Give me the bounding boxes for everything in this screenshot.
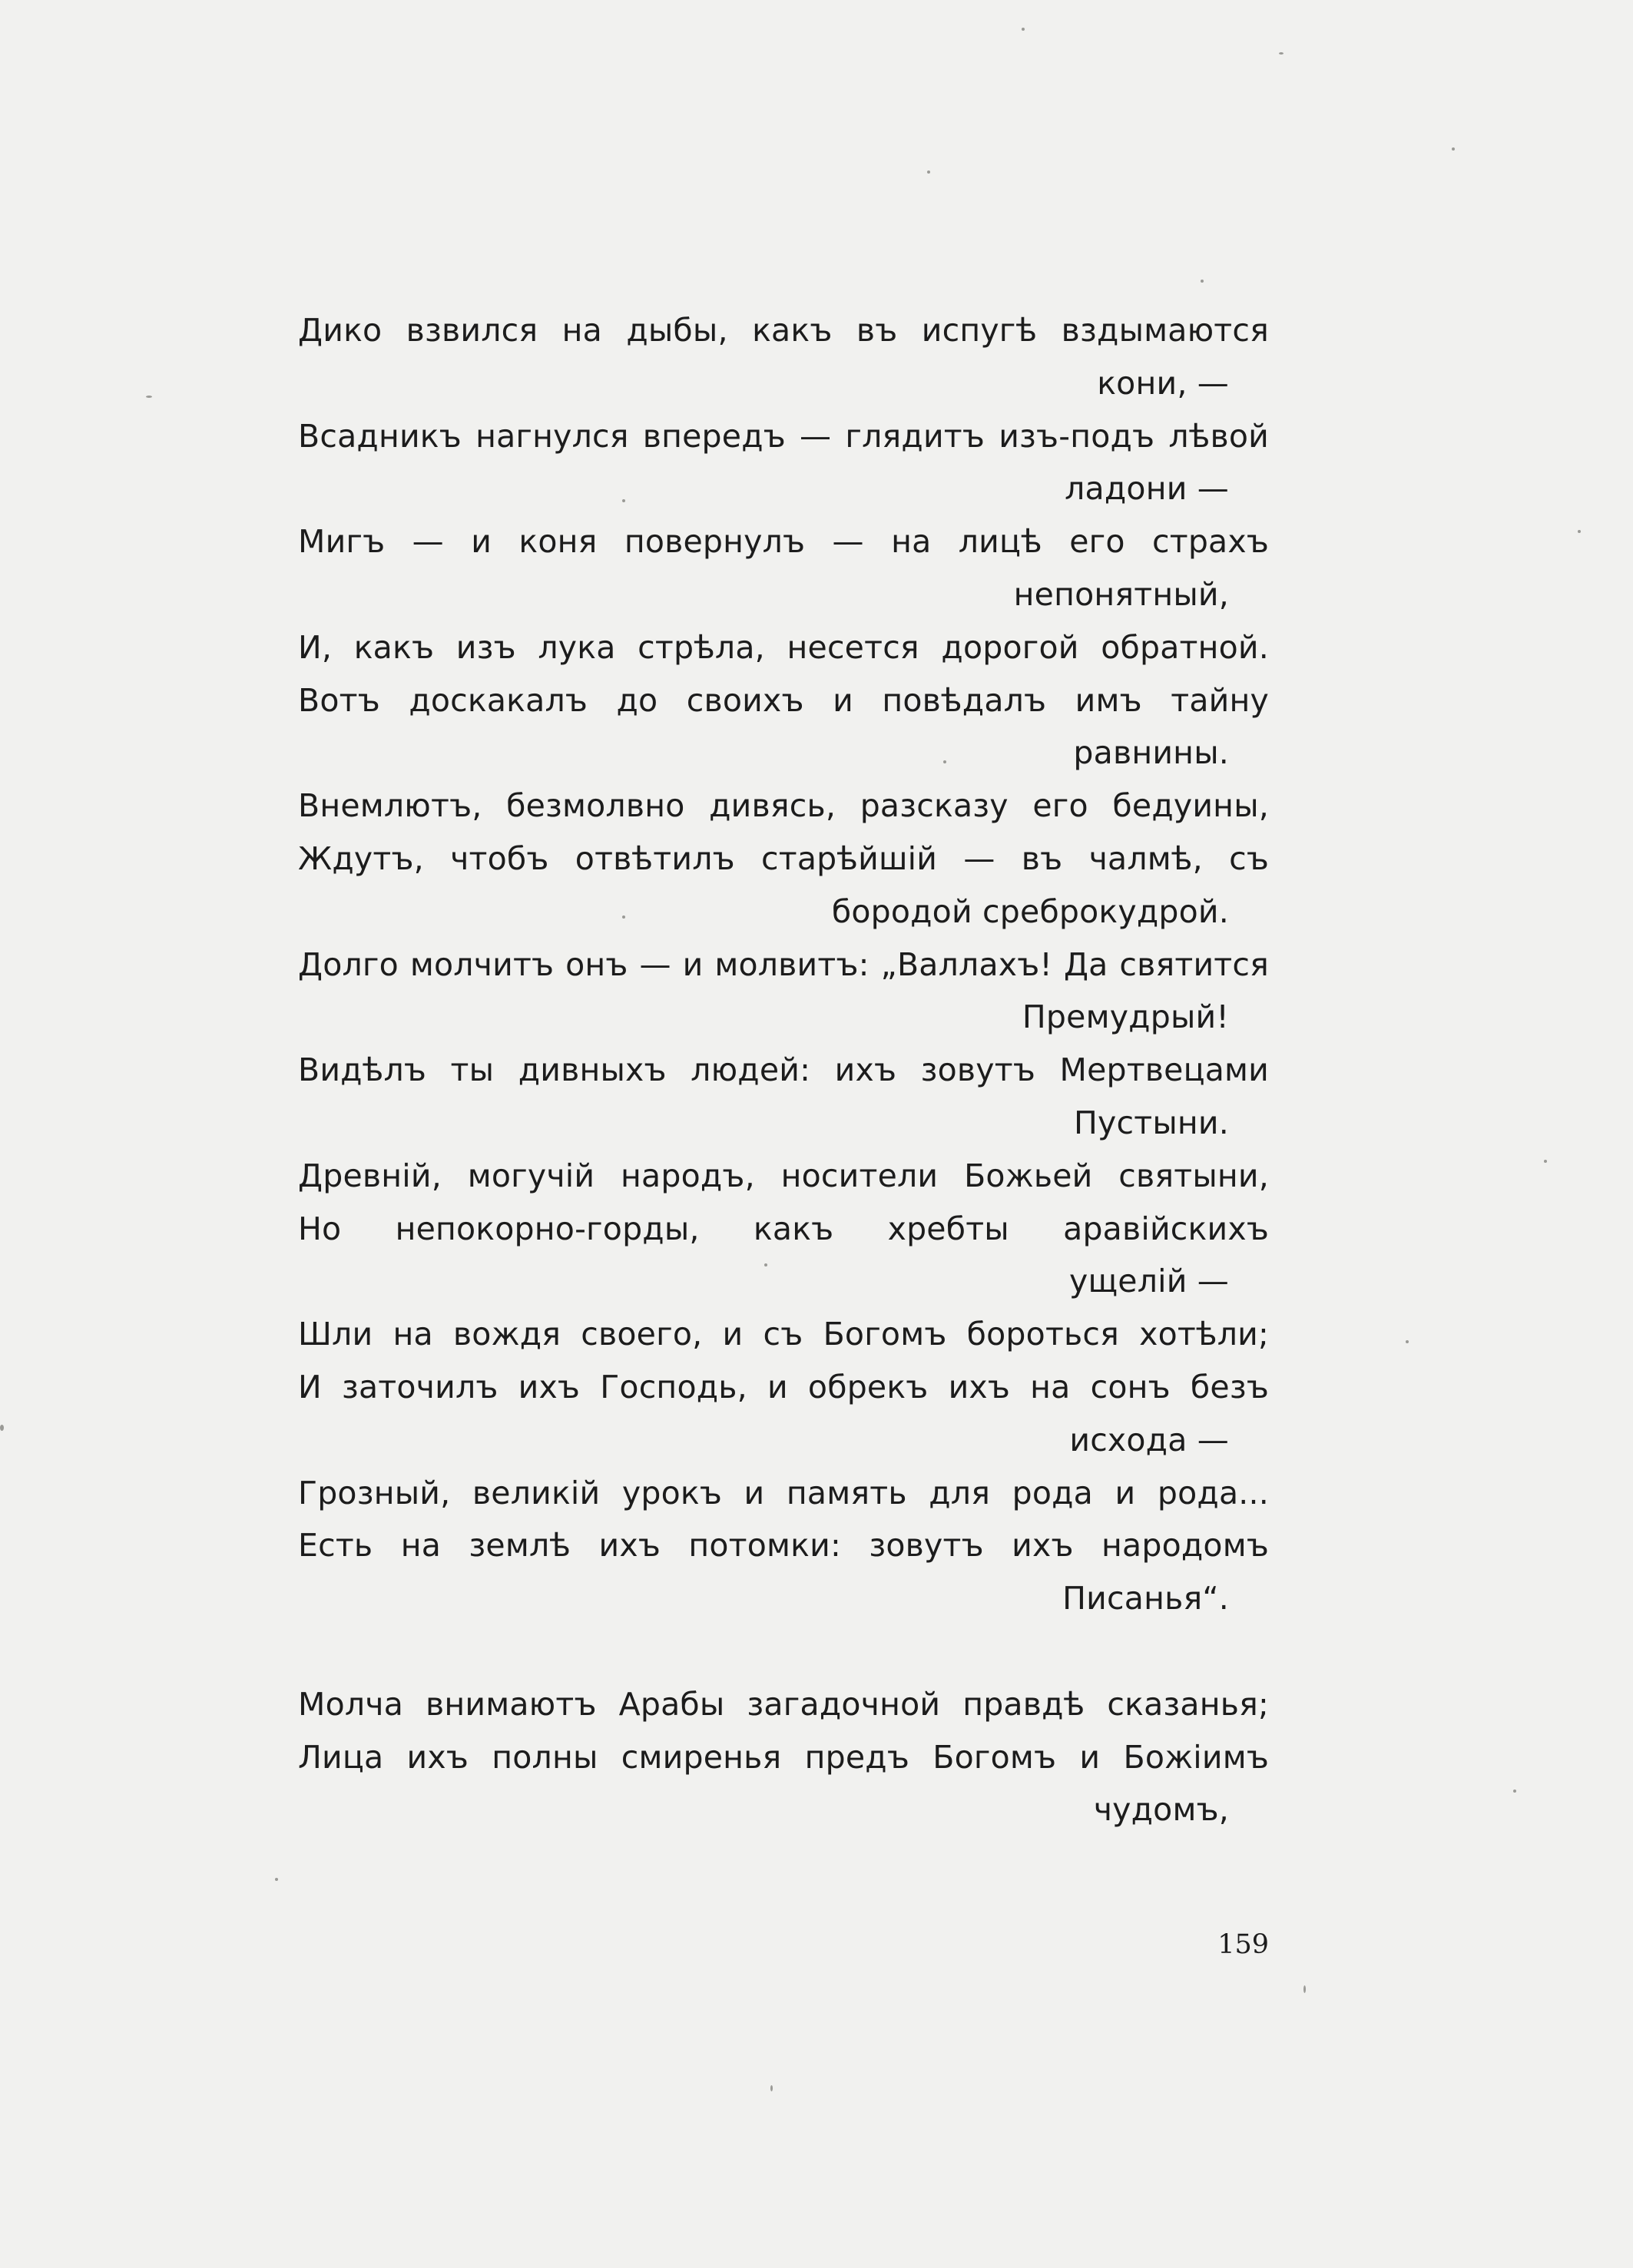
scan-speck	[1513, 1790, 1516, 1793]
verse-line: Грозный, великій урокъ и память для рода и рода...	[298, 1474, 1269, 1511]
verse-line: Вотъ доскакалъ до своихъ и повѣдалъ имъ тайну	[298, 681, 1269, 719]
verse-line: Внемлютъ, безмолвно дивясь, разсказу его бедуины,	[298, 787, 1269, 825]
verse-line-turnover: Писанья“.	[1062, 1580, 1229, 1617]
scan-speck	[770, 2085, 773, 2091]
scan-speck	[943, 760, 946, 763]
verse-line: Всадникъ нагнулся впередъ — глядитъ изъ-подъ лѣвой	[298, 417, 1269, 455]
scan-speck	[1022, 28, 1025, 31]
verse-line: Лица ихъ полны смиренья предъ Богомъ и Божіимъ	[298, 1738, 1269, 1776]
verse-line: Дико взвился на дыбы, какъ въ испугѣ вздымаются	[298, 312, 1269, 349]
verse-line-turnover: ладони —	[1065, 470, 1229, 508]
verse-line-turnover: исхода —	[1069, 1421, 1229, 1458]
verse-line-turnover: чудомъ,	[1093, 1791, 1229, 1829]
verse-line-turnover: кони, —	[1097, 364, 1229, 402]
page-number: 159	[1217, 1929, 1269, 1960]
scan-speck	[146, 396, 152, 398]
poem-text	[298, 304, 1269, 1836]
scan-speck	[927, 171, 930, 174]
verse-line-turnover: Премудрый!	[1022, 998, 1229, 1036]
scan-speck	[622, 915, 625, 919]
verse-line-turnover: ущелій —	[1069, 1263, 1229, 1300]
scan-speck	[275, 1878, 278, 1881]
verse-line-turnover: непонятный,	[1013, 575, 1229, 613]
verse-line: И заточилъ ихъ Господь, и обрекъ ихъ на сонъ безъ	[298, 1368, 1269, 1405]
scan-speck	[1201, 280, 1204, 283]
verse-line: Но непокорно-горды, какъ хребты аравійскихъ	[298, 1210, 1269, 1247]
scan-speck	[622, 499, 625, 502]
verse-line: Видѣлъ ты дивныхъ людей: ихъ зовутъ Мертвецами	[298, 1051, 1269, 1089]
stanza-break	[298, 1625, 1269, 1678]
verse-line: Шли на вождя своего, и съ Богомъ бороться хотѣли;	[298, 1316, 1269, 1353]
scan-speck	[1578, 530, 1581, 533]
verse-line: Древній, могучій народъ, носители Божьей святыни,	[298, 1157, 1269, 1194]
scan-speck	[764, 1263, 767, 1266]
verse-line: Ждутъ, чтобъ отвѣтилъ старѣйшій — въ чалмѣ, съ	[298, 839, 1269, 877]
verse-line-turnover: бородой среброкудрой.	[831, 892, 1229, 930]
verse-line: Есть на землѣ ихъ потомки: зовутъ ихъ народомъ	[298, 1527, 1269, 1564]
scan-speck	[1406, 1340, 1409, 1343]
verse-line: Долго молчитъ онъ — и молвитъ: „Валлахъ! Да святится	[298, 945, 1269, 983]
verse-line: И, какъ изъ лука стрѣла, несется дорогой обратной.	[298, 628, 1269, 666]
scan-speck	[1544, 1160, 1547, 1163]
scan-speck	[1279, 52, 1284, 55]
verse-line: Молча внимаютъ Арабы загадочной правдѣ сказанья;	[298, 1685, 1269, 1723]
scan-speck	[1452, 147, 1455, 151]
scan-speck	[1303, 1985, 1306, 1993]
verse-line-turnover: равнины.	[1073, 734, 1229, 772]
verse-line: Мигъ — и коня повернулъ — на лицѣ его страхъ	[298, 523, 1269, 561]
verse-line-turnover: Пустыни.	[1074, 1104, 1229, 1141]
scan-speck	[0, 1425, 4, 1431]
